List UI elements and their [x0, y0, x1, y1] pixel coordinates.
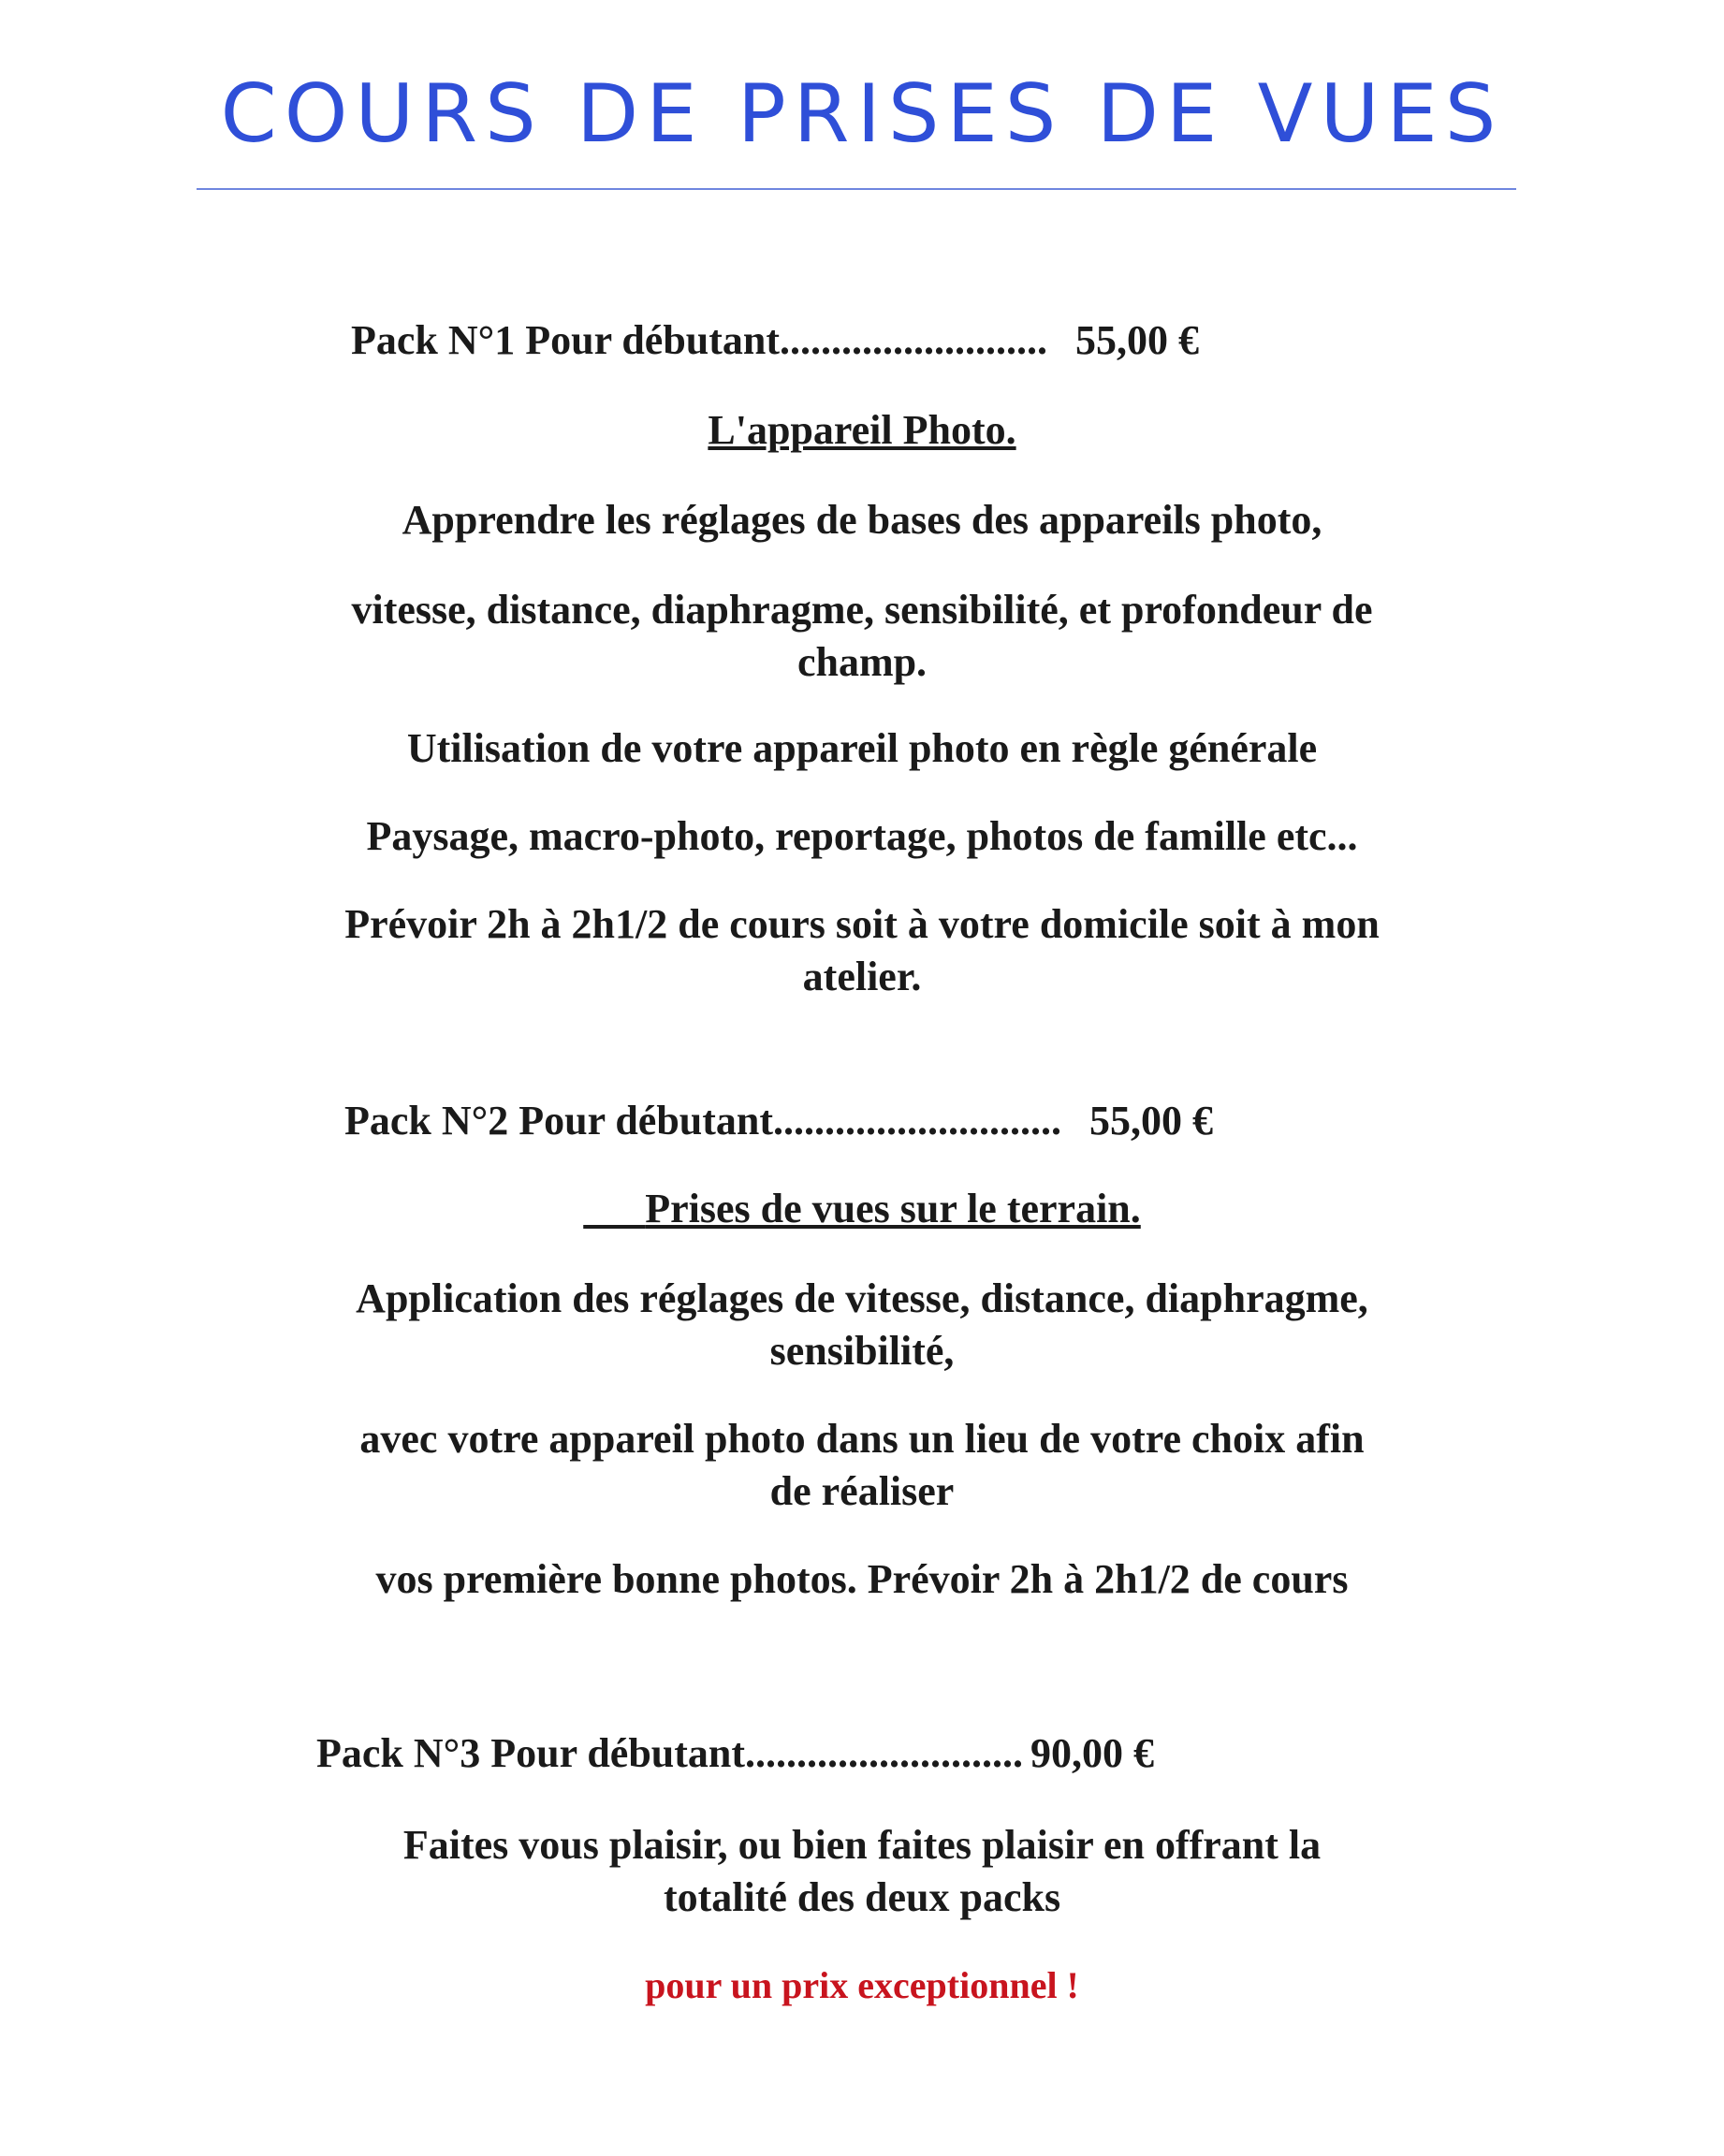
pack-2-price: 55,00 €: [1089, 1098, 1214, 1144]
pack-2-line: de réaliser: [769, 1468, 955, 1514]
pack-2-line: sensibilité,: [769, 1328, 955, 1374]
pack-3-price: 90,00 €: [1030, 1730, 1155, 1776]
pack-3-line: totalité des deux packs: [663, 1874, 1061, 1920]
pack-1-line: Prévoir 2h à 2h1/2 de cours soit à votre domicile soit à mon: [344, 901, 1380, 947]
pack-3-label: Pack N°3 Pour débutant: [316, 1730, 746, 1776]
pack-1-dots: ..........................: [780, 317, 1048, 363]
pack-1-line: Paysage, macro-photo, reportage, photos de famille etc...: [366, 813, 1358, 859]
pack-1-subtitle: L'appareil Photo.: [708, 407, 1016, 453]
page-title: COURS DE PRISES DE VUES: [220, 67, 1504, 161]
pack-1-label: Pack N°1 Pour débutant: [351, 317, 781, 363]
pack-3-heading: [316, 1727, 1154, 1780]
pack-2-line: avec votre appareil photo dans un lieu de votre choix afin: [359, 1416, 1365, 1462]
pack-1-line: Utilisation de votre appareil photo en règle générale: [406, 725, 1318, 771]
pack-2-line: vos première bonne photos. Prévoir 2h à 2h1/2 de cours: [375, 1556, 1349, 1602]
pack-1-line: champ.: [796, 639, 928, 685]
pack-2-dots: ............................: [773, 1098, 1062, 1144]
pack-2-heading: [344, 1095, 1213, 1147]
pack-3-dots: ...........................: [745, 1730, 1024, 1776]
pack-3-highlight: pour un prix exceptionnel !: [645, 1964, 1079, 2006]
pack-1-line: atelier.: [802, 954, 922, 999]
pack-3-line: Faites vous plaisir, ou bien faites plaisir en offrant la: [402, 1822, 1322, 1868]
pack-2-label: Pack N°2 Pour débutant: [344, 1098, 774, 1144]
title-divider: [197, 188, 1516, 190]
pack-1-line: vitesse, distance, diaphragme, sensibilité, et profondeur de: [351, 587, 1373, 633]
pack-1-heading: [351, 314, 1199, 367]
pack-2-line: Application des réglages de vitesse, distance, diaphragme,: [356, 1275, 1368, 1321]
pack-1-line: Apprendre les réglages de bases des appareils photo,: [402, 497, 1322, 543]
pack-2-subtitle: Prises de vues sur le terrain.: [645, 1186, 1141, 1231]
pack-1-price: 55,00 €: [1075, 317, 1200, 363]
